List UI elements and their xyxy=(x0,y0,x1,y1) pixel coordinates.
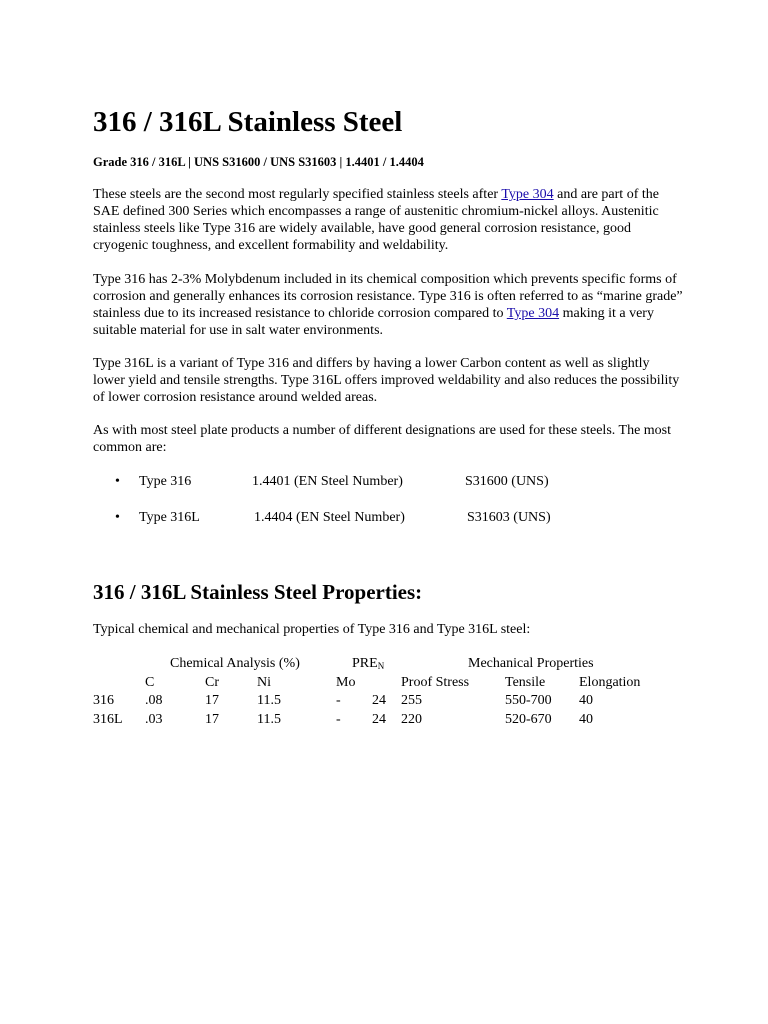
bullet-icon: • xyxy=(115,510,120,525)
row-316-grade: 316 xyxy=(93,693,114,708)
row-316l-elongation: 40 xyxy=(579,712,593,727)
designation-type: Type 316L xyxy=(139,510,200,525)
intro-paragraph xyxy=(93,186,683,254)
designation-en: 1.4401 (EN Steel Number) xyxy=(252,474,403,489)
row-316-proof-stress: 255 xyxy=(401,693,422,708)
row-316l-c: .03 xyxy=(145,712,163,727)
col-header-tensile: Tensile xyxy=(505,675,546,690)
pren-header-text: PRE xyxy=(352,656,378,671)
type-304-link[interactable]: Type 304 xyxy=(501,187,554,202)
col-header-mo: Mo xyxy=(336,675,356,690)
row-316l-grade: 316L xyxy=(93,712,123,727)
row-316l-tensile: 520-670 xyxy=(505,712,552,727)
chemical-analysis-header: Chemical Analysis (%) xyxy=(170,656,300,671)
mechanical-properties-header: Mechanical Properties xyxy=(468,656,594,671)
molybdenum-text-after: making it a very suitable material for use in salt water environments. xyxy=(93,306,654,338)
designation-uns: S31603 (UNS) xyxy=(467,510,551,525)
row-316-c: .08 xyxy=(145,693,163,708)
row-316l-proof-stress: 220 xyxy=(401,712,422,727)
row-316-mo: - xyxy=(336,693,341,708)
table-intro: Typical chemical and mechanical properties of Type 316 and Type 316L steel: xyxy=(93,622,531,637)
type-304-link-2[interactable]: Type 304 xyxy=(506,306,560,321)
row-316-pren: 24 xyxy=(372,693,386,708)
row-316l-mo: - xyxy=(336,712,341,727)
bullet-icon: • xyxy=(115,474,120,489)
designations-paragraph: As with most steel plate products a number of different designations are used for these steels. The most common are: xyxy=(93,423,672,455)
properties-heading: 316 / 316L Stainless Steel Properties: xyxy=(93,580,423,604)
grade-subtitle: Grade 316 / 316L | UNS S31600 / UNS S31603 | 1.4401 / 1.4404 xyxy=(93,155,424,169)
molybdenum-text-before: Type 316 has 2-3% Molybdenum included in its chemical composition which prevents specific forms of corrosion and generally enhances its corrosion resistance. Type 316 is often referred to as “marine grade” stainless due to its increased resistance to chloride corrosion compared to xyxy=(93,272,683,321)
row-316l-pren: 24 xyxy=(372,712,386,727)
col-header-elongation: Elongation xyxy=(579,675,641,690)
row-316-ni: 11.5 xyxy=(257,693,281,708)
intro-text-after: and are part of the SAE defined 300 Series which encompasses a range of austenitic chromium-nickel alloys. Austenitic stainless steels like Type 316 are widely available, have good general corrosion resistance, good cryogenic toughness, and excellent formability and weldability. xyxy=(93,187,659,253)
row-316-tensile: 550-700 xyxy=(505,693,552,708)
intro-text-before: These steels are the second most regularly specified stainless steels after xyxy=(93,187,502,202)
col-header-cr: Cr xyxy=(205,675,219,690)
designation-type: Type 316 xyxy=(139,474,192,489)
row-316l-cr: 17 xyxy=(205,712,219,727)
type-316l-paragraph: Type 316L is a variant of Type 316 and differs by having a lower Carbon content as well as slightly lower yield and tensile strengths. Type 316L offers improved weldability and also reduces the possibility of lower corrosion resistance around welded areas. xyxy=(93,356,680,405)
col-header-ni: Ni xyxy=(257,675,271,690)
designation-en: 1.4404 (EN Steel Number) xyxy=(254,510,405,525)
molybdenum-paragraph xyxy=(93,271,683,339)
page-title: 316 / 316L Stainless Steel xyxy=(93,106,403,138)
row-316l-ni: 11.5 xyxy=(257,712,281,727)
designation-uns: S31600 (UNS) xyxy=(465,474,549,489)
row-316-cr: 17 xyxy=(205,693,219,708)
row-316-elongation: 40 xyxy=(579,693,593,708)
col-header-proof-stress: Proof Stress xyxy=(401,675,470,690)
pren-subscript: N xyxy=(377,661,385,671)
col-header-c: C xyxy=(145,675,155,690)
pren-header xyxy=(352,655,384,675)
